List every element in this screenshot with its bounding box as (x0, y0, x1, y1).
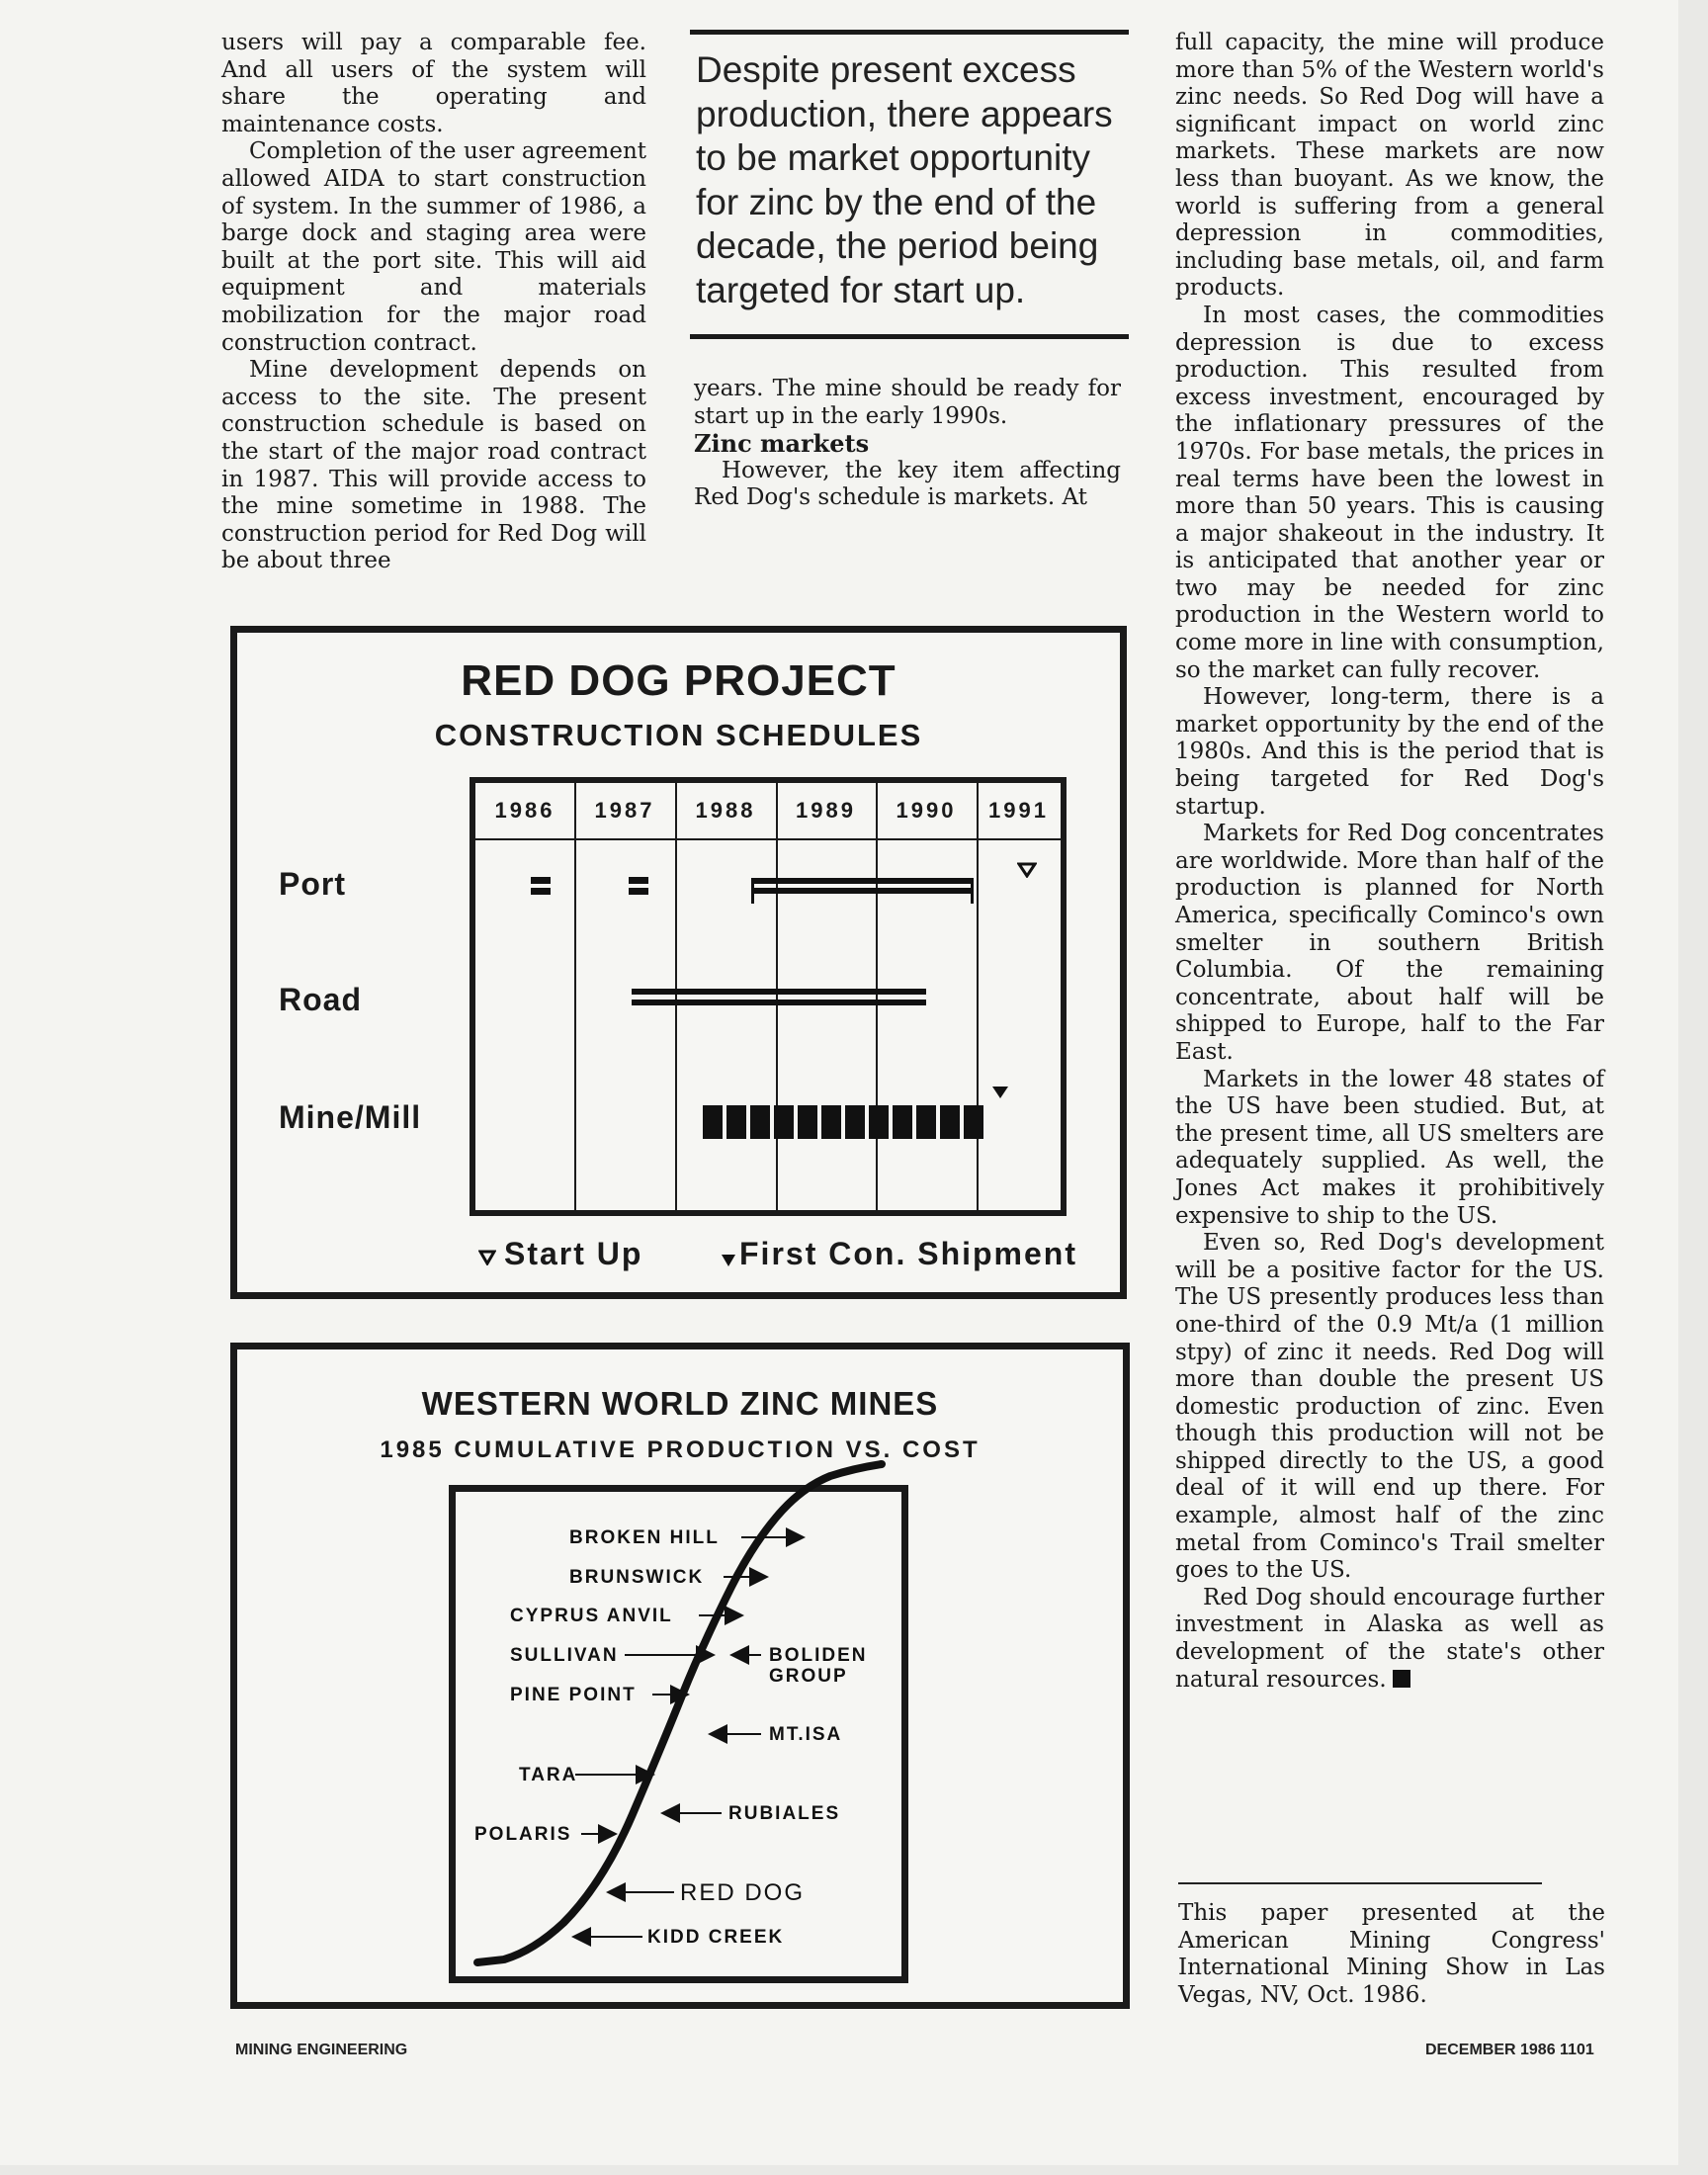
section-heading: Zinc markets (694, 429, 870, 459)
paragraph (1175, 1585, 1604, 1694)
label-sullivan: SULLIVAN (510, 1645, 619, 1666)
label-boliden-group: GROUP (769, 1666, 848, 1687)
road-bar (632, 1000, 926, 1005)
footer-date-page: DECEMBER 1986 1101 (1425, 2042, 1594, 2058)
mine-mill-bar-segment (798, 1105, 817, 1139)
year-header-row (475, 783, 1061, 840)
startup-marker-icon (1017, 862, 1037, 878)
year-1988: 1988 (695, 798, 756, 823)
pull-quote: Despite present excess production, there appears to be market opportunity for zinc by the end of the decade, the period being targeted for start up. (690, 30, 1129, 339)
mine-mill-bar-segment (916, 1105, 936, 1139)
zinc-mines-figure (230, 1343, 1130, 2009)
mine-mill-bar-segment (821, 1105, 841, 1139)
port-bar-1986 (531, 877, 551, 884)
paragraph: years. The mine should be ready for start up in the early 1990s. (694, 376, 1121, 429)
column-2 (694, 376, 1121, 512)
mine-mill-bar-segment (750, 1105, 770, 1139)
row-label-port: Port (279, 866, 346, 902)
mine-mill-bar-segment (940, 1105, 960, 1139)
paragraph: Mine development depends on access to the site. The present construction schedule is based on the start of the major road contract in 1987. This will provide access to the mine sometime in 1988. The construction period for Red Dog will be about three (221, 357, 646, 574)
column-3 (1175, 30, 1604, 1694)
column-1 (221, 30, 646, 575)
label-brunswick: BRUNSWICK (569, 1567, 705, 1588)
year-1987: 1987 (594, 798, 655, 823)
figure-subtitle-text: 1985 CUMULATIVE PRODUCTION VS. COST (380, 1436, 981, 1463)
paragraph: However, long-term, there is a market opportunity by the end of the 1980s. And this is the period that is being targeted for Red Dog's startup. (1175, 684, 1604, 820)
row-label-mine-mill: Mine/Mill (279, 1099, 422, 1135)
grid-line (977, 783, 979, 1210)
footnote: This paper presented at the American Mining Congress' International Mining Show in Las Vegas, NV, Oct. 1986. (1178, 1900, 1605, 2008)
startup-legend-icon (478, 1250, 496, 1265)
figure-title: WESTERN WORLD ZINC MINES (421, 1385, 939, 1422)
mine-mill-bar-segment (726, 1105, 746, 1139)
label-kidd-creek: KIDD CREEK (647, 1927, 785, 1948)
label-tara: TARA (519, 1765, 578, 1785)
grid-line (876, 783, 878, 1210)
footer-journal: MINING ENGINEERING (235, 2042, 408, 2058)
first-shipment-marker-icon (991, 1086, 1009, 1099)
port-bar-main (751, 888, 974, 894)
legend-startup: Start Up (504, 1236, 643, 1271)
label-pine-point: PINE POINT (510, 1685, 637, 1705)
schedule-figure (230, 626, 1127, 1299)
mine-mill-bar-segment (845, 1105, 865, 1139)
label-boliden: BOLIDEN (769, 1645, 868, 1666)
mine-mill-bar-segment (964, 1105, 983, 1139)
figure-title: RED DOG PROJECT (461, 656, 897, 705)
year-1989: 1989 (796, 798, 856, 823)
year-1986: 1986 (494, 798, 555, 823)
paragraph: Even so, Red Dog's development will be a positive factor for the US. The US presently produces less than one-third of the 0.9 Mt/a (1 million stpy) of zinc it needs. Red Dog will more than double the present US domestic production of zinc. Even though this production will not be shipped directly to the US, a good deal of it will end up there. For example, almost half of the zinc metal from Cominco's Trail smelter goes to the US. (1175, 1230, 1604, 1584)
mine-mill-bar-segment (869, 1105, 889, 1139)
label-red-dog: RED DOG (680, 1879, 806, 1906)
grid-line (574, 783, 576, 1210)
port-bar-tick (751, 878, 754, 904)
end-mark (1393, 1670, 1410, 1688)
paragraph: full capacity, the mine will produce more than 5% of the Western world's zinc needs. So Red Dog will have a significant impact on world zinc markets. These markets are now less than buoyant. As we know, the world is suffering from a general depression in commodities, including base metals, oil, and farm products. (1175, 30, 1604, 302)
road-bar (632, 989, 926, 995)
mine-mill-bar-segment (893, 1105, 912, 1139)
year-1990: 1990 (896, 798, 957, 823)
paragraph-text: Red Dog should encourage further investment in Alaska as well as development of the state's other natural resources. (1175, 1584, 1604, 1693)
cumulative-curve-chart (237, 1349, 1109, 1988)
legend-first-shipment: First Con. Shipment (739, 1236, 1077, 1271)
grid-line (776, 783, 778, 1210)
paragraph: In most cases, the commodities depression is due to excess production. This resulted from excess investment, encouraged by the inflationary pressures of the 1970s. For base metals, the prices in real terms have been the lowest in more than 50 years. This is causing a major shakeout in the industry. It is anticipated that another year or two may be needed for zinc production in the Western world to come more in line with consumption, so the market can fully recover. (1175, 302, 1604, 683)
label-broken-hill: BROKEN HILL (569, 1527, 720, 1548)
port-bar-1986 (531, 888, 551, 895)
mine-mill-bar-segment (774, 1105, 794, 1139)
paragraph: Markets for Red Dog concentrates are worldwide. More than half of the production is planned for North America, specifically Cominco's own smelter in southern British Columbia. Of the remaining concentrate, about half will be shipped to Europe, half to the Far East. (1175, 821, 1604, 1065)
footnote-rule (1178, 1882, 1542, 1884)
shipment-legend-icon (721, 1254, 736, 1267)
year-1991: 1991 (988, 798, 1049, 823)
figure-subtitle: CONSTRUCTION SCHEDULES (434, 718, 923, 752)
paragraph: Completion of the user agreement allowed AIDA to start construction of system. In the summer of 1986, a barge dock and staging area were built at the port site. This will aid equipment and materials mobilization for the major road construction contract. (221, 138, 646, 356)
port-bar-main (751, 878, 974, 884)
grid-line (675, 783, 677, 1210)
schedule-grid (470, 777, 1067, 1216)
port-bar-1987 (629, 877, 648, 884)
row-label-road: Road (279, 982, 362, 1017)
paragraph: Markets in the lower 48 states of the US have been studied. But, at the present time, all US smelters are adequately supplied. As well, the Jones Act makes it prohibitively expensive to ship to the US. (1175, 1066, 1604, 1229)
label-cyprus-anvil: CYPRUS ANVIL (510, 1606, 673, 1626)
port-bar-tick (971, 878, 974, 904)
port-bar-1987 (629, 888, 648, 895)
mine-mill-bar-segment (703, 1105, 723, 1139)
label-mt-isa: MT.ISA (769, 1724, 843, 1745)
label-polaris: POLARIS (474, 1824, 572, 1845)
label-rubiales: RUBIALES (728, 1803, 841, 1824)
paragraph: However, the key item affecting Red Dog's schedule is markets. At (694, 457, 1121, 511)
paragraph: users will pay a comparable fee. And all users of the system will share the operating and maintenance costs. (221, 30, 646, 137)
